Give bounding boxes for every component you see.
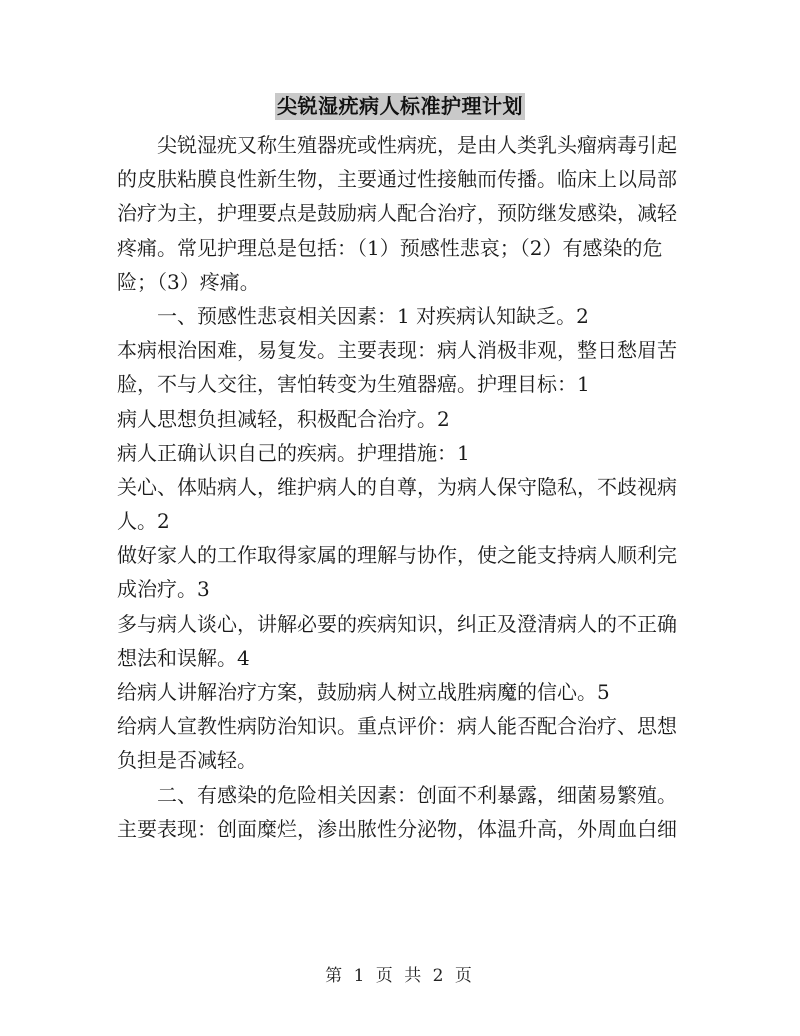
paragraph-line: 成治疗。3 [117,577,210,602]
page-footer: 第 1 页 共 2 页 [325,966,475,986]
paragraph-line: 险；（3）疼痛。 [117,269,260,294]
section-heading-line: 一、预感性悲哀相关因素：1 对疾病认知缺乏。2 [157,303,589,328]
paragraph-line: 给病人讲解治疗方案，鼓励病人树立战胜病魔的信心。5 [117,680,610,704]
document-title: 尖锐湿疣病人标准护理计划 [277,94,523,118]
paragraph-line: 病人正确认识自己的疾病。护理措施：1 [117,440,470,465]
paragraph-line: 想法和误解。4 [117,645,250,670]
paragraph-line: 主要表现：创面糜烂，渗出脓性分泌物，体温升高，外周血白细 [117,816,677,841]
paragraph-line: 疼痛。常见护理总是包括：（1）预感性悲哀；（2）有感染的危 [117,235,663,260]
paragraph-line: 病人思想负担减轻，积极配合治疗。2 [117,406,450,431]
section-heading-line: 二、有感染的危险相关因素：创面不利暴露，细菌易繁殖。 [157,782,677,807]
paragraph-line: 尖锐湿疣又称生殖器疣或性病疣，是由人类乳头瘤病毒引起 [157,133,677,157]
paragraph-line: 的皮肤粘膜良性新生物，主要通过性接触而传播。临床上以局部 [117,167,677,192]
paragraph-line: 给病人宣教性病防治知识。重点评价：病人能否配合治疗、思想 [117,714,677,739]
paragraph-line: 多与病人谈心，讲解必要的疾病知识，纠正及澄清病人的不正确 [117,611,677,636]
paragraph-line: 治疗为主，护理要点是鼓励病人配合治疗，预防继发感染，减轻 [117,201,677,226]
document-body [117,128,685,846]
paragraph-line: 人。2 [117,509,170,534]
paragraph-line: 本病根治困难，易复发。主要表现：病人消极非观，整日愁眉苦 [117,338,677,363]
title-container [0,93,800,120]
paragraph-line: 做好家人的工作取得家属的理解与协作，使之能支持病人顺利完 [117,543,677,568]
paragraph-line: 关心、体贴病人，维护病人的自尊，为病人保守隐私，不歧视病 [117,474,677,499]
paragraph-line: 负担是否减轻。 [117,748,257,773]
paragraph-line: 脸，不与人交往，害怕转变为生殖器癌。护理目标：1 [117,372,590,397]
